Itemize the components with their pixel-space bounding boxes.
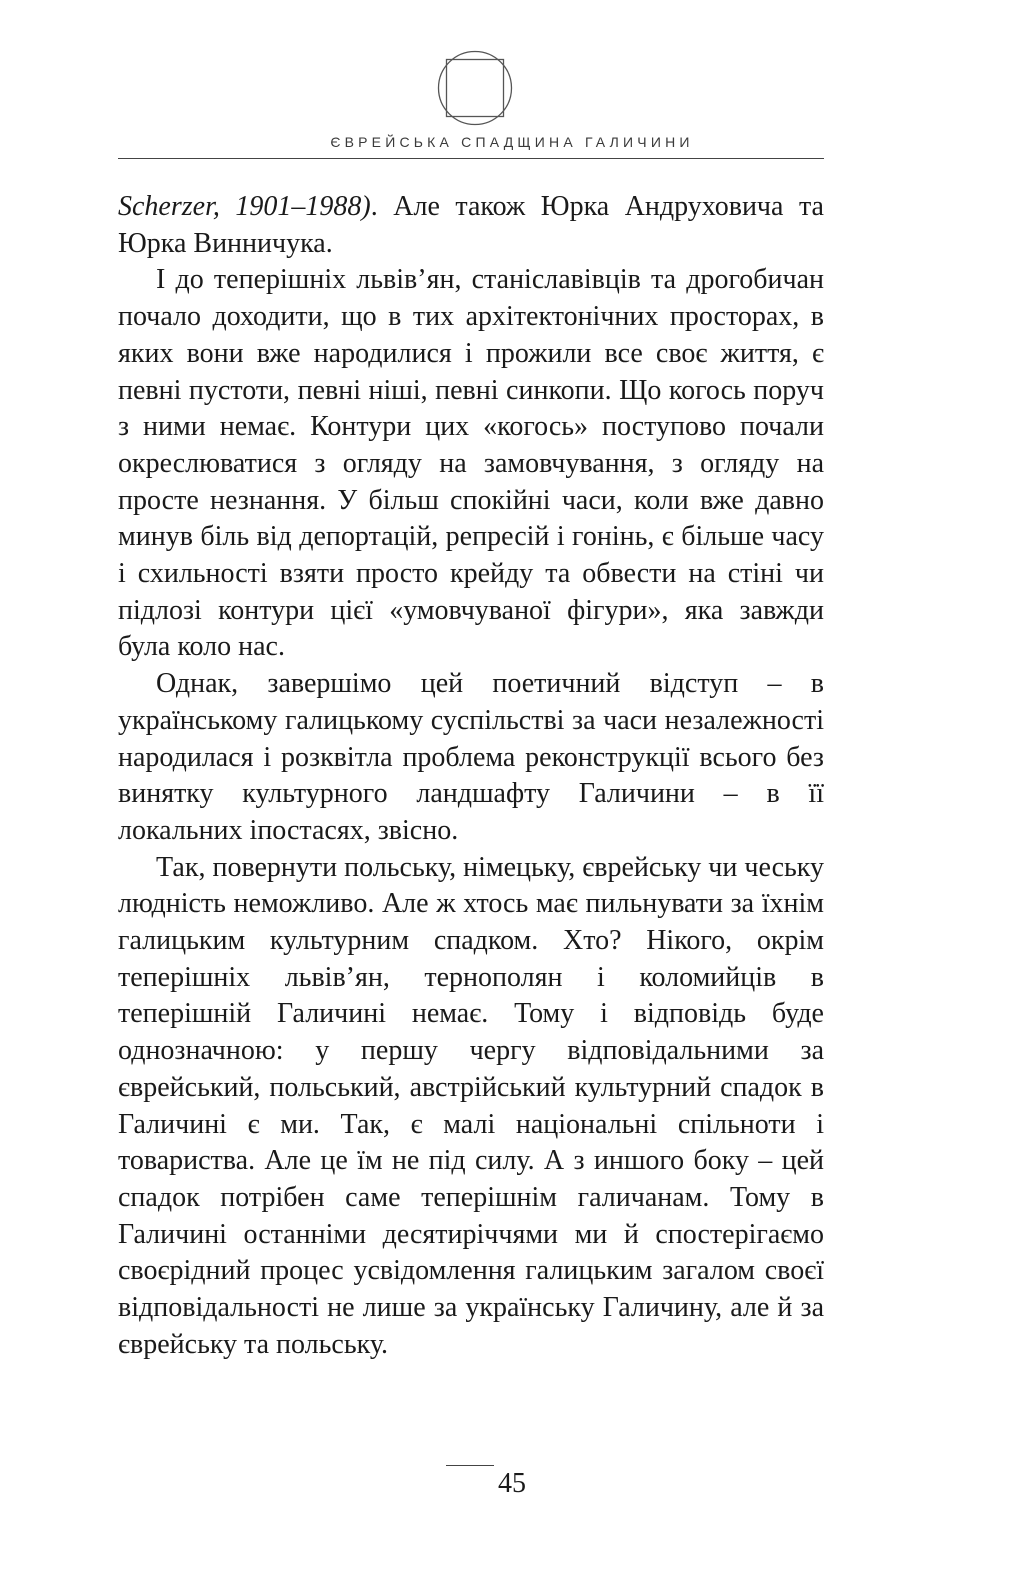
- paragraph-3: Однак, завершімо цей поетичний відступ – в українському галицькому суспільстві за часи незалежності народилася і розквітла проблема реконструкції всього без винятку культурного ландшафту Галичини – в її локальних іпостасях, звісно.: [118, 668, 824, 846]
- page-number-rule: [446, 1465, 494, 1466]
- header-divider: [118, 158, 824, 159]
- paragraph-1: [118, 189, 824, 262]
- circle-square-ornament-icon: [437, 50, 513, 126]
- paragraph-1-italic: Scherzer, 1901–1988): [118, 191, 371, 222]
- page-body: [118, 189, 824, 1364]
- page-number: 45: [498, 1468, 526, 1499]
- paragraph-1-text: . Але також Юрка Андруховича та Юрка Винничука.: [118, 191, 824, 259]
- paragraph-2: І до теперішніх львів’ян, станіславівців та дрогобичан почало доходити, що в тих архітектонічних просторах, в яких вони вже народилися і прожили все своє життя, є певні пустоти, певні ніші, певні синкопи. Що когось поруч з ними немає. Контури цих «когось» поступово почали окреслюватися з огляду на замовчування, з огляду на просте незнання. У більш спокійні часи, коли вже давно минув біль від депортацій, репресій і гонінь, є більше часу і схильності взяти просто крейду та обвести на стіні чи підлозі контури цієї «умовчуваної фігури», яка завжди була коло нас.: [118, 264, 824, 663]
- paragraph-4: Так, повернути польську, німецьку, єврейську чи чеську людність неможливо. Але ж хтось має пильнувати за їхнім галицьким культурним спадком. Хто? Нікого, окрім теперішніх львів’ян, тернополян і коломийців в теперішній Галичині немає. Тому і відповідь буде однозначною: у першу чергу відповідальними за єврейський, польський, австрійський культурний спадок в Галичині є ми. Так, є малі національні спільноти і товариства. Але це їм не під силу. А з иншого боку – цей спадок потрібен саме теперішнім галичанам. Тому в Галичині останніми десятиріччями ми й спостерігаємо своєрідний процес усвідомлення галицьким загалом своєї відповідальності не лише за українську Галичину, але й за єврейську та польську.: [118, 851, 824, 1360]
- running-head-title: ЄВРЕЙСЬКА СПАДЩИНА ГАЛИЧИНИ: [330, 134, 694, 150]
